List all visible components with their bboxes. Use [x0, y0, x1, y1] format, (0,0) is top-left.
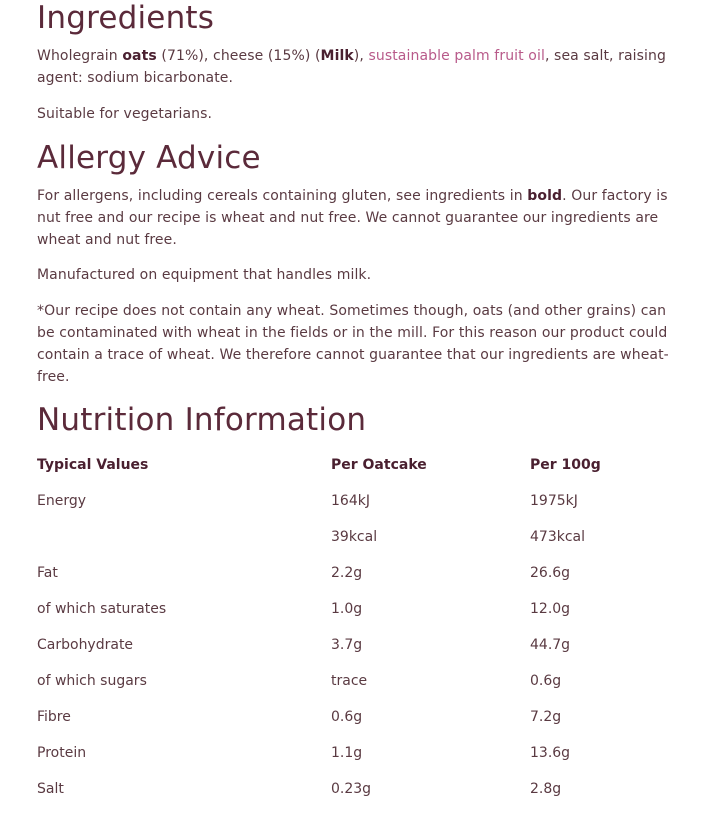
allergy-p1-bold: bold	[527, 188, 563, 204]
nutrient-name: Carbohydrate	[37, 637, 134, 653]
table-row	[37, 519, 680, 555]
ingredients-text-part-2: (71%), cheese (15%) (	[156, 48, 321, 64]
ingredients-text-part-3: ),	[353, 48, 369, 64]
ingredient-oats-bold: oats	[122, 48, 157, 64]
allergy-heading: Allergy Advice	[37, 140, 261, 176]
ingredient-milk-bold: Milk	[320, 48, 354, 64]
table-row	[37, 663, 680, 699]
per-100g-value: 13.6g	[530, 745, 571, 761]
table-row	[37, 735, 680, 771]
per-100g-value: 26.6g	[530, 565, 571, 581]
per-oatcake-value: 1.1g	[331, 745, 363, 761]
nutrient-name: Fibre	[37, 709, 71, 725]
table-row	[37, 591, 680, 627]
header-per-oatcake: Per Oatcake	[331, 457, 427, 473]
header-typical-values: Typical Values	[37, 457, 149, 473]
nutrient-name: of which sugars	[37, 673, 147, 689]
nutrient-name	[37, 519, 331, 555]
per-100g-value: 12.0g	[530, 601, 571, 617]
ingredients-text-part-4: , sea salt, raising agent: sodium bicarbonate.	[37, 48, 667, 86]
per-oatcake-value: 0.23g	[331, 781, 372, 797]
nutrient-name: Fat	[37, 565, 58, 581]
per-oatcake-value: 2.2g	[331, 565, 363, 581]
allergy-paragraph-3: *Our recipe does not contain any wheat. Sometimes though, oats (and other grains) can be contaminated with wheat in the fields or in the mill. For this reason our product could contain a trace of wheat. We therefore cannot guarantee that our ingredients are wheat-free.	[37, 303, 669, 385]
ingredients-text-part-1: Wholegrain	[37, 48, 123, 64]
nutrient-name: Salt	[37, 781, 64, 797]
per-oatcake-value: 164kJ	[331, 493, 370, 509]
table-row	[37, 771, 680, 807]
nutrition-header-row	[37, 447, 680, 483]
allergy-paragraph-2: Manufactured on equipment that handles milk.	[37, 267, 372, 283]
per-100g-value: 0.6g	[530, 673, 562, 689]
per-oatcake-value: trace	[331, 673, 368, 689]
per-100g-value: 7.2g	[530, 709, 562, 725]
per-100g-value: 44.7g	[530, 637, 571, 653]
nutrient-name: Protein	[37, 745, 87, 761]
nutrition-heading: Nutrition Information	[37, 402, 367, 438]
header-per-100g: Per 100g	[530, 457, 601, 473]
allergy-paragraph-1	[37, 185, 682, 251]
nutrient-name: of which saturates	[37, 601, 167, 617]
allergy-p1-before: For allergens, including cereals containing gluten, see ingredients in	[37, 188, 528, 204]
per-100g-value: 1975kJ	[530, 493, 578, 509]
nutrient-name: Energy	[37, 493, 87, 509]
per-oatcake-value: 39kcal	[331, 529, 378, 545]
table-row	[37, 627, 680, 663]
table-row	[37, 699, 680, 735]
per-oatcake-value: 0.6g	[331, 709, 363, 725]
ingredients-heading: Ingredients	[37, 0, 215, 36]
table-row	[37, 483, 680, 519]
table-row	[37, 555, 680, 591]
per-100g-value: 2.8g	[530, 781, 562, 797]
palm-oil-link[interactable]: sustainable palm fruit oil	[368, 48, 545, 64]
vegetarian-note: Suitable for vegetarians.	[37, 106, 213, 122]
per-100g-value: 473kcal	[530, 529, 585, 545]
per-oatcake-value: 3.7g	[331, 637, 363, 653]
allergy-p1-after: . Our factory is nut free and our recipe is wheat and nut free. We cannot guarantee our ingredients are wheat and nut free.	[37, 188, 668, 248]
ingredients-text	[37, 45, 682, 89]
nutrition-table	[37, 447, 680, 807]
per-oatcake-value: 1.0g	[331, 601, 363, 617]
